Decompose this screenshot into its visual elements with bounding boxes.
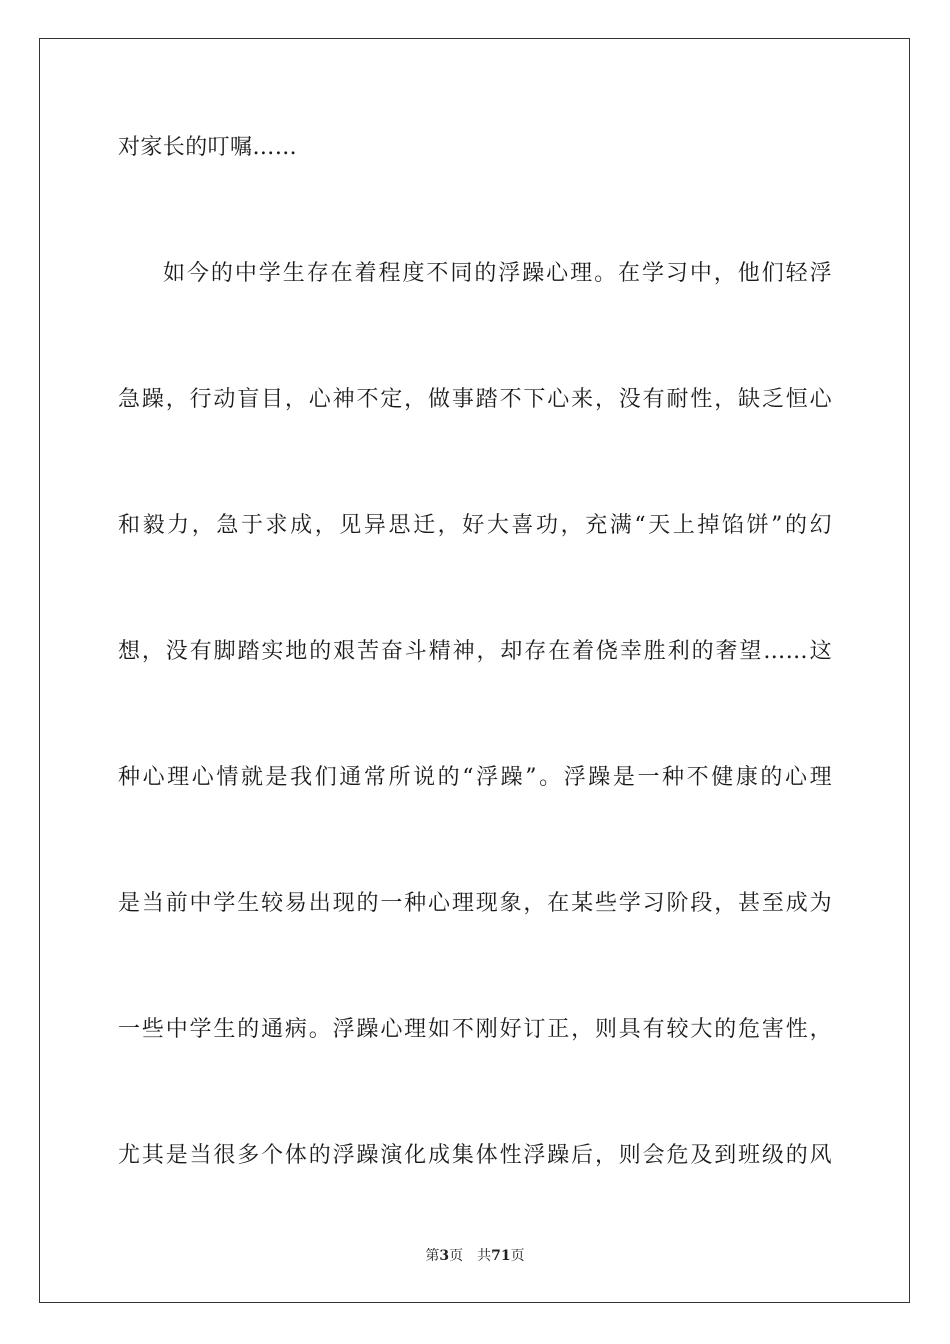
page-border: [39, 38, 910, 1303]
paragraph-line-1: 对家长的叮嘱……: [118, 135, 298, 160]
page-prefix: 第: [425, 1248, 440, 1264]
paragraph-line-6: 种心理心情就是我们通常所说的“浮躁”。浮躁是一种不健康的心理: [118, 765, 832, 790]
page-footer: [0, 1247, 950, 1265]
page-number: 3: [439, 1248, 450, 1264]
page-suffix: 页: [449, 1248, 464, 1264]
total-prefix: 共: [477, 1248, 492, 1264]
paragraph-line-3: 急躁，行动盲目，心神不定，做事踏不下心来，没有耐性，缺乏恒心: [118, 387, 832, 412]
total-suffix: 页: [510, 1248, 525, 1264]
paragraph-line-2: 如今的中学生存在着程度不同的浮躁心理。在学习中，他们轻浮: [163, 261, 832, 286]
total-pages: 71: [491, 1248, 511, 1264]
paragraph-line-8: 一些中学生的通病。浮躁心理如不刚好订正，则具有较大的危害性，: [118, 1017, 832, 1042]
paragraph-line-5: 想，没有脚踏实地的艰苦奋斗精神，却存在着侥幸胜利的奢望……这: [118, 639, 832, 664]
paragraph-line-9: 尤其是当很多个体的浮躁演化成集体性浮躁后，则会危及到班级的风: [118, 1143, 832, 1168]
paragraph-line-4: 和毅力，急于求成，见异思迁，好大喜功，充满“天上掉馅饼”的幻: [118, 513, 832, 538]
paragraph-line-7: 是当前中学生较易出现的一种心理现象，在某些学习阶段，甚至成为: [118, 891, 832, 916]
